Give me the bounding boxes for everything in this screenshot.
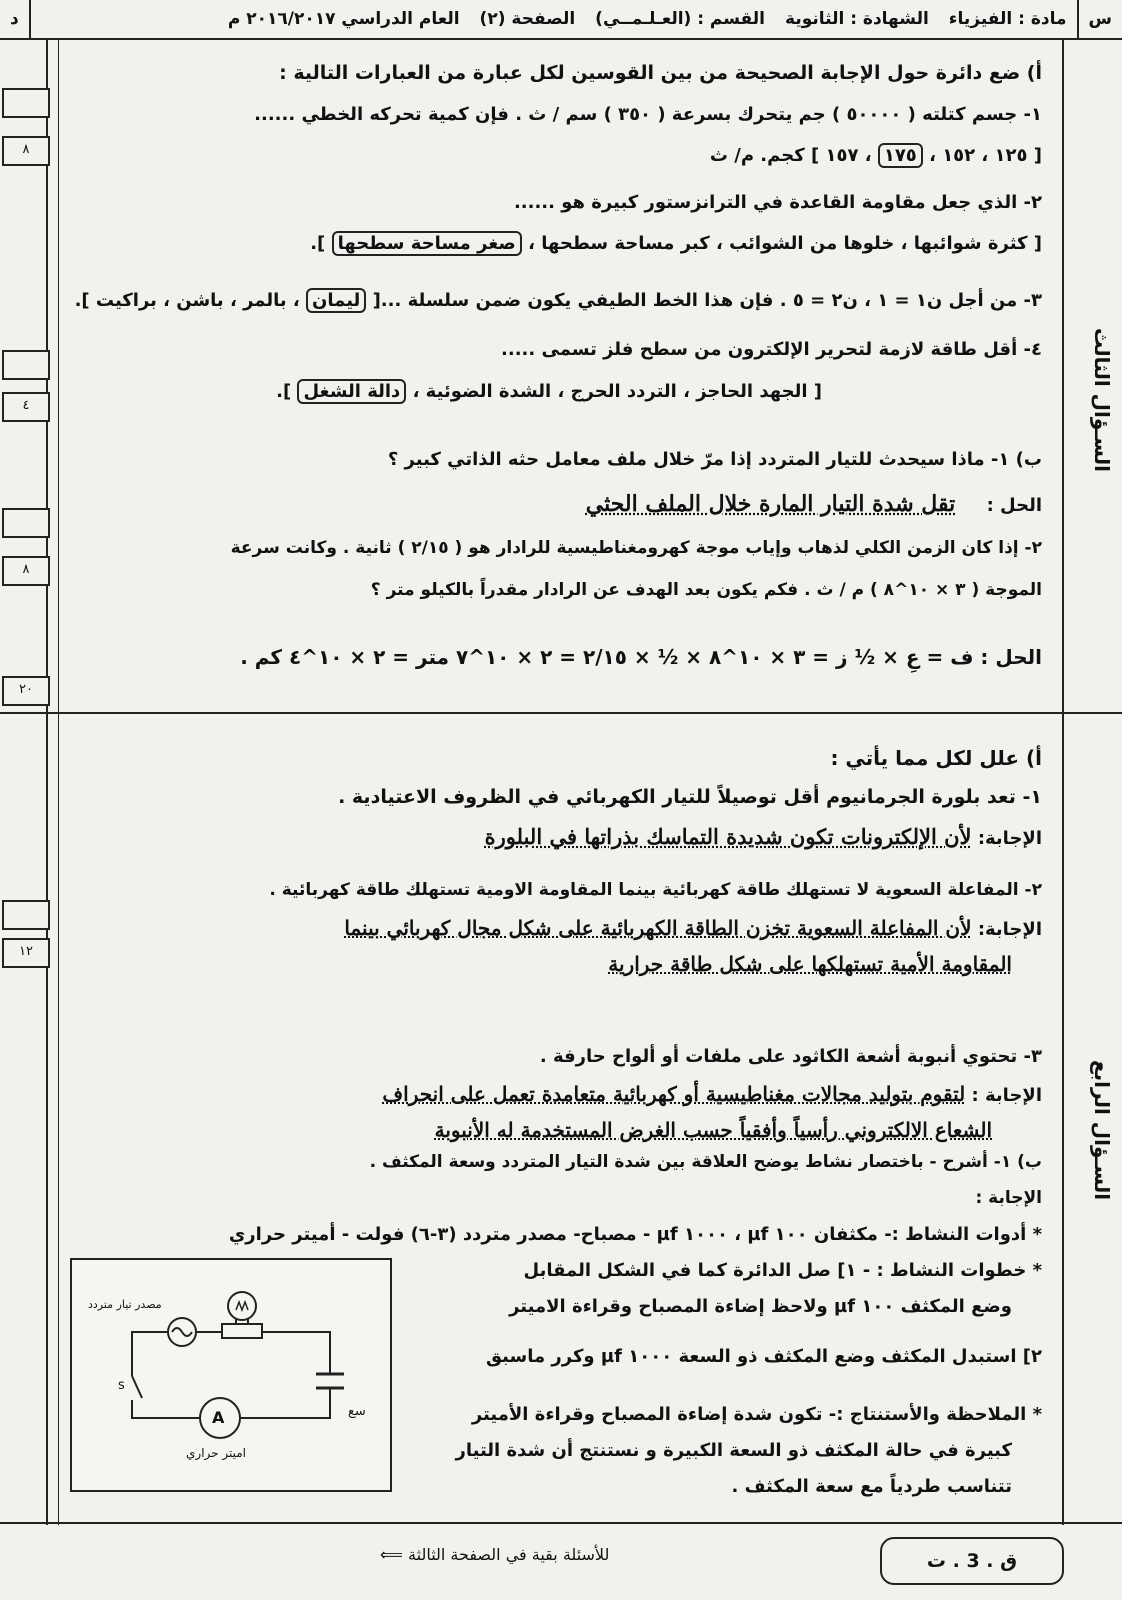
correct-answer-circle: دالة الشغل [297,379,406,404]
q4-activity-steps1: * خطوات النشاط : - ١] صل الدائرة كما في الشكل المقابل [523,1260,1042,1281]
q3-a-title: أ) ضع دائرة حول الإجابة الصحيحة من بين القوسين لكل عبارة من العبارات التالية : [279,62,1042,84]
q4-activity-steps2: وضع المكثف ١٠٠ µf ولاحظ إضاءة المصباح وقراءة الاميتر [509,1296,1012,1317]
choices-open: [ ١٢٥ ، ١٥٢ ، [929,145,1042,166]
q4-item3-answer-line1 [382,1082,1042,1106]
handwritten-answer: لأن الإلكترونات تكون شديدة التماسك بذراتها في البلورة [484,824,972,849]
continue-text: للأسئلة بقية في الصفحة الثالثة [408,1545,610,1564]
header-corner-right: س [1088,9,1112,29]
switch-label: s [118,1378,125,1393]
page-code-box: ق . 3 . ت [880,1537,1064,1585]
correct-answer-circle: صغر مساحة سطحها [332,231,522,256]
lamp-icon [228,1292,256,1320]
choices-close: ]. [276,381,292,402]
header-corner-left: د [10,9,19,29]
q4-b-question: ب) ١- أشرح - باختصار نشاط يوضح العلاقة بين شدة التيار المتردد وسعة المكثف . [369,1152,1042,1172]
q4-observation3: تتناسب طردياً مع سعة المكثف . [731,1476,1012,1497]
q3-item4-question: ٤- أقل طاقة لازمة لتحرير الإلكترون من سطح فلز تسمى ..... [501,339,1042,360]
q4-observation1: * الملاحظة والأستنتاج :- تكون شدة إضاءة المصباح وقراءة الأميتر [471,1404,1042,1425]
answer-label: الإجابة: [977,919,1042,940]
side-label-q4: السـؤال الرابع [1090,1059,1114,1201]
q4-a-title: أ) علل لكل مما يأتي : [830,746,1042,770]
header-subject: مادة : الفيزياء [948,9,1067,29]
side-label-q3: السـؤال الثالث [1090,328,1114,472]
header-certificate: الشهادة : الثانوية [785,9,929,29]
q4-item2-answer-line2 [608,952,1012,976]
left-margin-line-inner [58,38,59,1525]
q4-observation2: كبيرة في حالة المكثف ذو السعة الكبيرة و نستنتج أن شدة التيار [455,1440,1012,1461]
mark-box-empty [2,88,50,118]
answer-label: الإجابة : [971,1085,1042,1106]
answer-label: الإجابة: [977,828,1042,849]
q4-item2-answer-line1 [344,916,1042,940]
circuit-diagram [70,1258,392,1492]
choices-open: [ كثرة شوائبها ، خلوها من الشوائب ، كبر مساحة سطحها ، [528,233,1042,254]
mark-box-empty [2,508,50,538]
handwritten-answer: لتقوم بتوليد مجالات مغناطيسية أو كهربائية متعامدة تعمل على انحراف [382,1082,966,1106]
switch-icon [132,1376,142,1398]
header-year: العام الدراسي ٢٠١٦/٢٠١٧ م [227,9,460,29]
q3-item4-choices [276,381,822,402]
header-page: الصفحة (٢) [479,9,576,29]
right-margin-line [1062,38,1064,1525]
mark-box-empty [2,900,50,930]
q3-item3 [75,290,1042,311]
q4-item1-answer [485,824,1042,849]
choices-close: ]. [310,233,326,254]
mark-box: ٤ [2,392,50,422]
correct-answer-circle: ١٧٥ [878,143,923,168]
choices-open: [ الجهد الحاجز ، التردد الحرج ، الشدة الضوئية ، [412,381,822,402]
choices-close: ، ١٥٧ ] كجم. م/ ث [709,145,872,166]
choices-open: ٣- من أجل ن١ = ١ ، ن٢ = ٥ . فإن هذا الخط الطيفي يكون ضمن سلسلة ...[ [372,290,1042,311]
mark-box: ٨ [2,556,50,586]
q3-b2-solution: الحل : ف = عِ × ½ ز = ٣ × ١٠^٨ × ½ × ٢/١٥ = ٢ × ١٠^٧ متر = ٢ × ١٠^٤ كم . [240,645,1042,669]
q3-b1-question: ب) ١- ماذا سيحدث للتيار المتردد إذا مرّ خلال ملف معامل حثه الذاتي كبير ؟ [387,449,1042,470]
q3-item1-question: ١- جسم كتلته ( ٥٠٠٠٠ ) جم يتحرك بسرعة ( ٣٥٠ ) سم / ث . فإن كمية تحركه الخطي ...... [254,104,1042,125]
arrow-left-icon: ⟸ [380,1545,403,1564]
left-margin-line [46,38,48,1525]
mark-box: ٢٠ [2,676,50,706]
q3-b2-question-line2: الموجة ( ٣ × ١٠^٨ ) م / ث . فكم يكون بعد الهدف عن الرادار مقدراً بالكيلو متر ؟ [370,580,1042,600]
source-label: مصدر تيار متردد [88,1298,162,1311]
capacitor-label: سع [348,1404,366,1419]
q4-b-answer-label: الإجابة : [975,1188,1042,1208]
q4-item2-question: ٢- المفاعلة السعوية لا تستهلك طاقة كهربائية بينما المقاومة الاومية تستهلك طاقة كهربائية . [269,880,1042,900]
mark-box-empty [2,350,50,380]
page-header [0,0,1122,40]
ammeter-label: اميتر حراري [186,1446,246,1460]
footer-continue-note [380,1545,609,1564]
ammeter-symbol: A [212,1408,225,1427]
q4-item3-question: ٣- تحتوي أنبوبة أشعة الكاثود على ملفات أو ألواح حارفة . [539,1046,1042,1067]
q3-item1-choices [710,145,1042,166]
footer-divider [0,1522,1122,1524]
mark-box: ٨ [2,136,50,166]
q4-item3-answer-line2 [435,1118,992,1142]
q3-item2-choices [310,233,1042,254]
handwritten-answer: المقاومة الأمية تستهلكها على شكل طاقة حرارية [608,952,1012,976]
solution-label: الحل : [986,495,1042,516]
mark-box: ١٢ [2,938,50,968]
q3-item2-question: ٢- الذي جعل مقاومة القاعدة في الترانزستور كبيرة هو ...... [513,192,1042,213]
choices-close: ، بالمر ، باشن ، براكيت ]. [74,290,300,311]
q4-item1-question: ١- تعد بلورة الجرمانيوم أقل توصيلاً للتيار الكهربائي في الظروف الاعتيادية . [338,786,1042,808]
q3-b1-solution [586,491,1042,517]
section-divider [0,712,1122,714]
q4-activity-tools: * أدوات النشاط :- مكثفان ١٠٠ µf ، ١٠٠٠ µf - مصباح- مصدر متردد (٣-٦) فولت - أميتر حراري [228,1224,1042,1245]
q3-b2-question-line1: ٢- إذا كان الزمن الكلي لذهاب وإياب موجة كهرومغناطيسية للرادار هو ( ٢/١٥ ) ثانية . وكانت سرعة [230,538,1042,558]
q4-activity-steps3: ٢] استبدل المكثف وضع المكثف ذو السعة ١٠٠٠ µf وكرر ماسبق [485,1346,1042,1367]
correct-answer-circle: ليمان [306,288,366,313]
header-department: القسم : (العـلـمــي) [595,9,766,29]
handwritten-answer: لأن المفاعلة السعوية تخزن الطاقة الكهربائية على شكل مجال كهربائي بينما [344,916,972,940]
handwritten-answer: الشعاع الالكتروني رأسياً وأفقياً حسب الغرض المستخدمة له الأنبوبة [434,1118,992,1142]
handwritten-answer: تقل شدة التيار المارة خلال الملف الحثي [585,491,956,517]
